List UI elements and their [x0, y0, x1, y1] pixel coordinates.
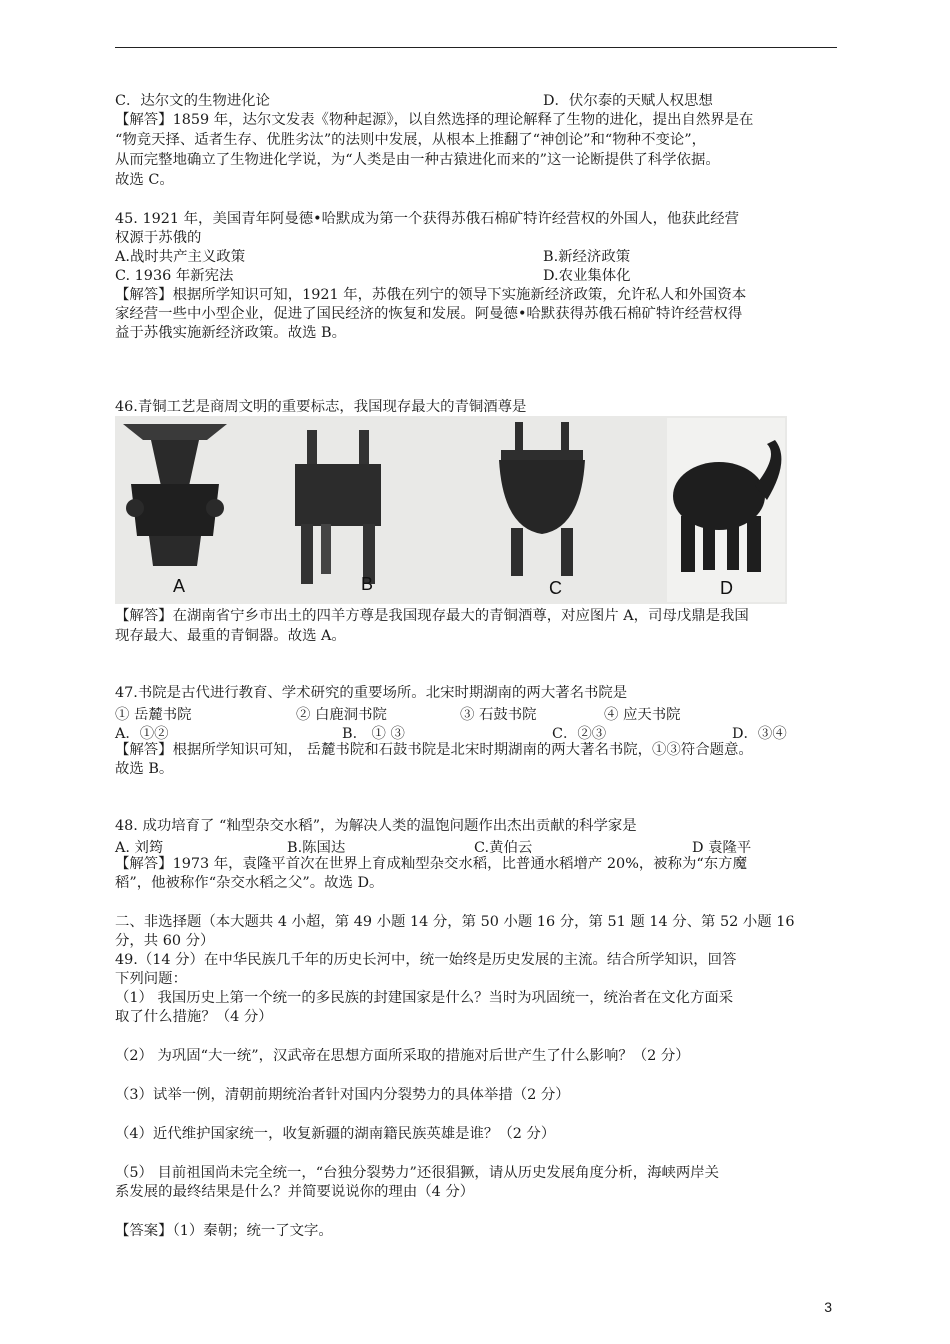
section2-heading-line-2: 分，共 60 分） [115, 933, 215, 949]
q46-answer-line-1: 【解答】在湖南省宁乡市出土的四羊方尊是我国现存最大的青铜酒尊，对应图片 A，司母戊鼎是我国 [115, 608, 749, 624]
q44-option-c: C．达尔文的生物进化论 [115, 93, 270, 109]
section2-heading-line-1: 二、非选择题（本大题共 4 小超，第 49 小题 14 分，第 50 小题 16 分，第 51 题 14 分、第 52 小题 16 [115, 914, 795, 930]
figure-label-d: D [720, 578, 733, 598]
figure-label-c: C [549, 578, 562, 598]
q45-option-d: D.农业集体化 [543, 268, 631, 284]
figure-label-b: B [361, 574, 374, 594]
q49-sub5-line-2: 系发展的最终结果是什么？并简要说说你的理由（4 分） [115, 1184, 475, 1200]
q47-answer-line-1: 【解答】根据所学知识可知， 岳麓书院和石鼓书院是北宋时期湖南的两大著名书院，①③符合题意。 [115, 742, 753, 758]
q49-sub5-line-1: （5） 目前祖国尚未完全统一，“台独分裂势力”还很猖獗，请从历史发展角度分析，海峡两岸关 [115, 1165, 720, 1181]
q47-option-a: A．①② [115, 726, 169, 742]
q45-stem-line-1: 45. 1921 年，美国青年阿曼德•哈默成为第一个获得苏俄石棉矿特许经营权的外国人，他获此经营 [115, 211, 739, 227]
q49-sub1-line-2: 取了什么措施？（4 分） [115, 1009, 273, 1025]
q46-answer-line-2: 现存最大、最重的青铜器。故选 A。 [115, 628, 346, 644]
q45-answer-line-3: 益于苏俄实施新经济政策。故选 B。 [115, 325, 347, 341]
q48-option-c: C.黄伯云 [474, 840, 533, 856]
q48-option-d: D 袁隆平 [692, 840, 752, 856]
q47-item-4: ④ 应天书院 [604, 707, 681, 723]
q48-answer-line-2: 稻”，他被称作“杂交水稻之父”。故选 D。 [115, 875, 384, 891]
figure-label-a: A [173, 576, 186, 596]
q48-stem: 48. 成功培育了 “籼型杂交水稻”，为解决人类的温饱问题作出杰出贡献的科学家是 [115, 818, 637, 834]
q44-answer-line-4: 故选 C。 [115, 172, 174, 188]
header-rule [115, 47, 837, 48]
q47-item-2: ② 白鹿洞书院 [296, 707, 387, 723]
q45-stem-line-2: 权源于苏俄的 [115, 230, 202, 246]
q45-answer-line-2: 家经营一些中小型企业，促进了国民经济的恢复和发展。阿曼德•哈默获得苏俄石棉矿特许经营权得 [115, 306, 743, 322]
q49-stem-line-2: 下列问题： [115, 971, 187, 987]
q48-option-b: B.陈国达 [287, 840, 346, 856]
q48-option-a: A. 刘筠 [115, 840, 164, 856]
bronze-vessels-figure [115, 416, 787, 604]
q44-answer-line-2: “物竞天择、适者生存、优胜劣汰”的法则中发展，从根本上推翻了“神创论”和“物种不变论”， [115, 132, 706, 148]
q49-answer: 【答案】（1）秦朝；统一了文字。 [115, 1223, 333, 1239]
vessel-d-elephant-zun [667, 418, 785, 602]
q46-stem: 46.青铜工艺是商周文明的重要标志，我国现存最大的青铜酒尊是 [115, 399, 527, 415]
q47-item-1: ① 岳麓书院 [115, 707, 192, 723]
q49-sub2: （2） 为巩固“大一统”，汉武帝在思想方面所采取的措施对后世产生了什么影响？（2 分） [115, 1048, 690, 1064]
q48-answer-line-1: 【解答】1973 年，袁隆平首次在世界上育成籼型杂交水稻，比普通水稻增产 20%，被称为“东方魔 [115, 856, 747, 872]
q47-option-c: C．②③ [552, 726, 607, 742]
q44-option-d: D．伏尔泰的天赋人权思想 [543, 93, 713, 109]
q45-option-a: A.战时共产主义政策 [115, 249, 246, 265]
q47-item-3: ③ 石鼓书院 [460, 707, 537, 723]
q45-answer-line-1: 【解答】根据所学知识可知，1921 年，苏俄在列宁的领导下实施新经济政策，允许私人和外国资本 [115, 287, 747, 303]
q45-option-c: C. 1936 年新宪法 [115, 268, 234, 284]
q49-sub1-line-1: （1） 我国历史上第一个统一的多民族的封建国家是什么？当时为巩固统一，统治者在文化方面采 [115, 990, 734, 1006]
q47-option-b: B． ① ③ [342, 726, 405, 742]
page-number: 3 [824, 1299, 832, 1315]
q49-sub4: （4）近代维护国家统一，收复新疆的湖南籍民族英雄是谁？（2 分） [115, 1126, 556, 1142]
q49-sub3: （3）试举一例，清朝前期统治者针对国内分裂势力的具体举措（2 分） [115, 1087, 570, 1103]
q47-answer-line-2: 故选 B。 [115, 761, 174, 777]
q44-answer-line-1: 【解答】1859 年，达尔文发表《物种起源》，以自然选择的理论解释了生物的进化，提出自然界是在 [115, 112, 754, 128]
q44-answer-line-3: 从而完整地确立了生物进化学说，为“人类是由一种古猿进化而来的”这一论断提供了科学依据。 [115, 152, 720, 168]
q47-option-d: D．③④ [732, 726, 787, 742]
q49-stem-line-1: 49.（14 分）在中华民族几千年的历史长河中，统一始终是历史发展的主流。结合所学知识，回答 [115, 952, 737, 968]
q47-stem: 47.书院是古代进行教育、学术研究的重要场所。北宋时期湖南的两大著名书院是 [115, 685, 628, 701]
q45-option-b: B.新经济政策 [543, 249, 631, 265]
